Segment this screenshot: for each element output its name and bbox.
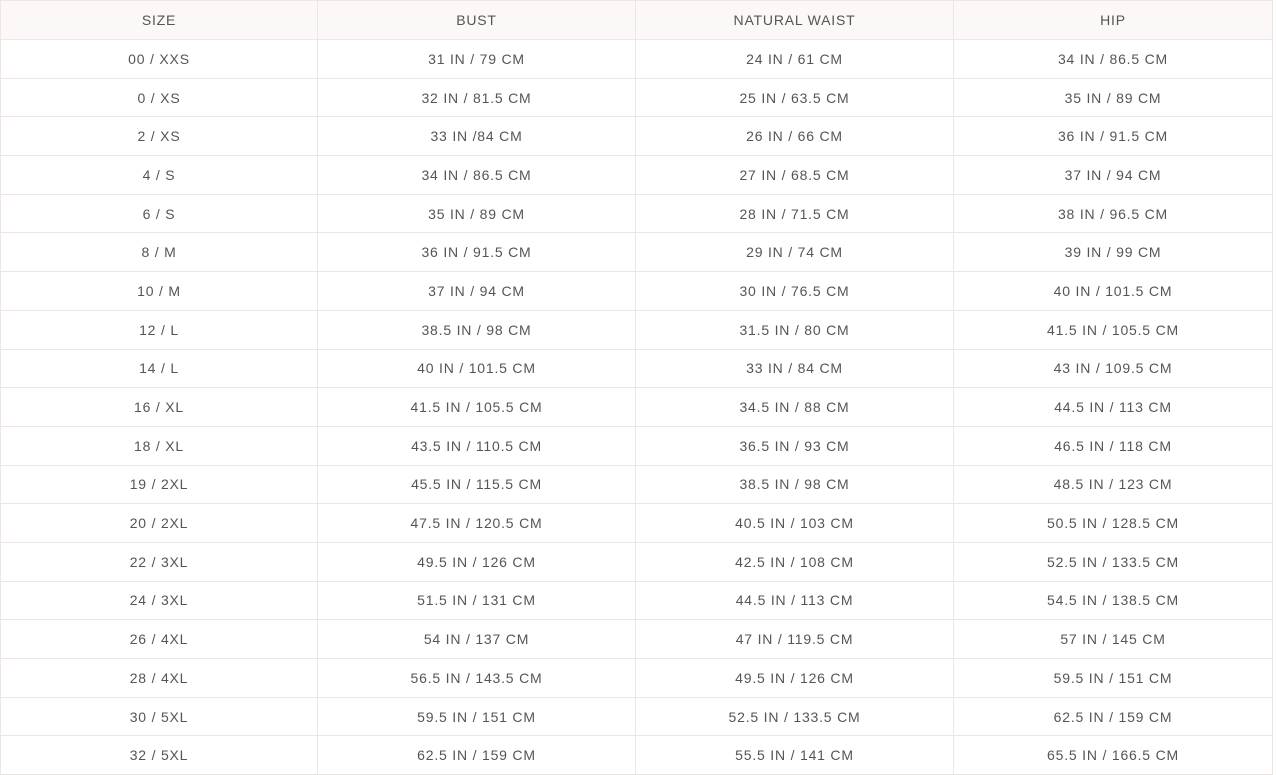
hip-cell: 59.5 IN / 151 CM — [954, 659, 1273, 698]
hip-cell: 41.5 IN / 105.5 CM — [954, 310, 1273, 349]
bust-cell: 54 IN / 137 CM — [318, 620, 636, 659]
natural-waist-cell: 24 IN / 61 CM — [636, 40, 954, 79]
size-cell: 16 / XL — [1, 388, 318, 427]
bust-cell: 62.5 IN / 159 CM — [318, 736, 636, 775]
table-row — [1, 310, 1273, 349]
bust-cell: 51.5 IN / 131 CM — [318, 581, 636, 620]
hip-cell: 35 IN / 89 CM — [954, 78, 1273, 117]
table-row — [1, 581, 1273, 620]
size-cell: 6 / S — [1, 194, 318, 233]
hip-cell: 65.5 IN / 166.5 CM — [954, 736, 1273, 775]
table-row — [1, 233, 1273, 272]
size-cell: 26 / 4XL — [1, 620, 318, 659]
natural-waist-cell: 33 IN / 84 CM — [636, 349, 954, 388]
natural-waist-cell: 27 IN / 68.5 CM — [636, 156, 954, 195]
bust-cell: 36 IN / 91.5 CM — [318, 233, 636, 272]
size-cell: 19 / 2XL — [1, 465, 318, 504]
bust-cell: 31 IN / 79 CM — [318, 40, 636, 79]
natural-waist-cell: 29 IN / 74 CM — [636, 233, 954, 272]
bust-cell: 59.5 IN / 151 CM — [318, 697, 636, 736]
bust-cell: 35 IN / 89 CM — [318, 194, 636, 233]
bust-cell: 43.5 IN / 110.5 CM — [318, 426, 636, 465]
table-row — [1, 426, 1273, 465]
table-row — [1, 40, 1273, 79]
natural-waist-cell: 55.5 IN / 141 CM — [636, 736, 954, 775]
hip-cell: 34 IN / 86.5 CM — [954, 40, 1273, 79]
size-cell: 14 / L — [1, 349, 318, 388]
size-chart-body — [1, 40, 1273, 775]
size-chart-header — [1, 1, 1273, 40]
header-hip: HIP — [954, 1, 1273, 40]
size-cell: 20 / 2XL — [1, 504, 318, 543]
hip-cell: 37 IN / 94 CM — [954, 156, 1273, 195]
table-row — [1, 465, 1273, 504]
hip-cell: 38 IN / 96.5 CM — [954, 194, 1273, 233]
size-cell: 28 / 4XL — [1, 659, 318, 698]
table-row — [1, 504, 1273, 543]
bust-cell: 49.5 IN / 126 CM — [318, 542, 636, 581]
header-row — [1, 1, 1273, 40]
size-cell: 00 / XXS — [1, 40, 318, 79]
size-cell: 8 / M — [1, 233, 318, 272]
natural-waist-cell: 49.5 IN / 126 CM — [636, 659, 954, 698]
bust-cell: 41.5 IN / 105.5 CM — [318, 388, 636, 427]
size-cell: 24 / 3XL — [1, 581, 318, 620]
table-row — [1, 349, 1273, 388]
table-row — [1, 117, 1273, 156]
hip-cell: 50.5 IN / 128.5 CM — [954, 504, 1273, 543]
size-cell: 12 / L — [1, 310, 318, 349]
hip-cell: 43 IN / 109.5 CM — [954, 349, 1273, 388]
bust-cell: 37 IN / 94 CM — [318, 272, 636, 311]
hip-cell: 48.5 IN / 123 CM — [954, 465, 1273, 504]
size-cell: 10 / M — [1, 272, 318, 311]
size-cell: 32 / 5XL — [1, 736, 318, 775]
hip-cell: 44.5 IN / 113 CM — [954, 388, 1273, 427]
natural-waist-cell: 52.5 IN / 133.5 CM — [636, 697, 954, 736]
bust-cell: 40 IN / 101.5 CM — [318, 349, 636, 388]
hip-cell: 36 IN / 91.5 CM — [954, 117, 1273, 156]
natural-waist-cell: 31.5 IN / 80 CM — [636, 310, 954, 349]
natural-waist-cell: 28 IN / 71.5 CM — [636, 194, 954, 233]
natural-waist-cell: 36.5 IN / 93 CM — [636, 426, 954, 465]
natural-waist-cell: 44.5 IN / 113 CM — [636, 581, 954, 620]
table-row — [1, 272, 1273, 311]
hip-cell: 62.5 IN / 159 CM — [954, 697, 1273, 736]
natural-waist-cell: 38.5 IN / 98 CM — [636, 465, 954, 504]
natural-waist-cell: 26 IN / 66 CM — [636, 117, 954, 156]
hip-cell: 57 IN / 145 CM — [954, 620, 1273, 659]
header-size: SIZE — [1, 1, 318, 40]
natural-waist-cell: 34.5 IN / 88 CM — [636, 388, 954, 427]
hip-cell: 54.5 IN / 138.5 CM — [954, 581, 1273, 620]
table-row — [1, 620, 1273, 659]
natural-waist-cell: 30 IN / 76.5 CM — [636, 272, 954, 311]
size-cell: 2 / XS — [1, 117, 318, 156]
hip-cell: 39 IN / 99 CM — [954, 233, 1273, 272]
table-row — [1, 388, 1273, 427]
size-cell: 22 / 3XL — [1, 542, 318, 581]
bust-cell: 34 IN / 86.5 CM — [318, 156, 636, 195]
bust-cell: 56.5 IN / 143.5 CM — [318, 659, 636, 698]
header-natural-waist: NATURAL WAIST — [636, 1, 954, 40]
size-cell: 30 / 5XL — [1, 697, 318, 736]
table-row — [1, 542, 1273, 581]
size-cell: 0 / XS — [1, 78, 318, 117]
table-row — [1, 78, 1273, 117]
table-row — [1, 659, 1273, 698]
bust-cell: 38.5 IN / 98 CM — [318, 310, 636, 349]
header-bust: BUST — [318, 1, 636, 40]
hip-cell: 40 IN / 101.5 CM — [954, 272, 1273, 311]
table-row — [1, 697, 1273, 736]
hip-cell: 46.5 IN / 118 CM — [954, 426, 1273, 465]
table-row — [1, 736, 1273, 775]
natural-waist-cell: 40.5 IN / 103 CM — [636, 504, 954, 543]
size-cell: 18 / XL — [1, 426, 318, 465]
table-row — [1, 194, 1273, 233]
bust-cell: 47.5 IN / 120.5 CM — [318, 504, 636, 543]
bust-cell: 45.5 IN / 115.5 CM — [318, 465, 636, 504]
natural-waist-cell: 42.5 IN / 108 CM — [636, 542, 954, 581]
size-cell: 4 / S — [1, 156, 318, 195]
table-row — [1, 156, 1273, 195]
natural-waist-cell: 25 IN / 63.5 CM — [636, 78, 954, 117]
bust-cell: 33 IN /84 CM — [318, 117, 636, 156]
bust-cell: 32 IN / 81.5 CM — [318, 78, 636, 117]
hip-cell: 52.5 IN / 133.5 CM — [954, 542, 1273, 581]
natural-waist-cell: 47 IN / 119.5 CM — [636, 620, 954, 659]
